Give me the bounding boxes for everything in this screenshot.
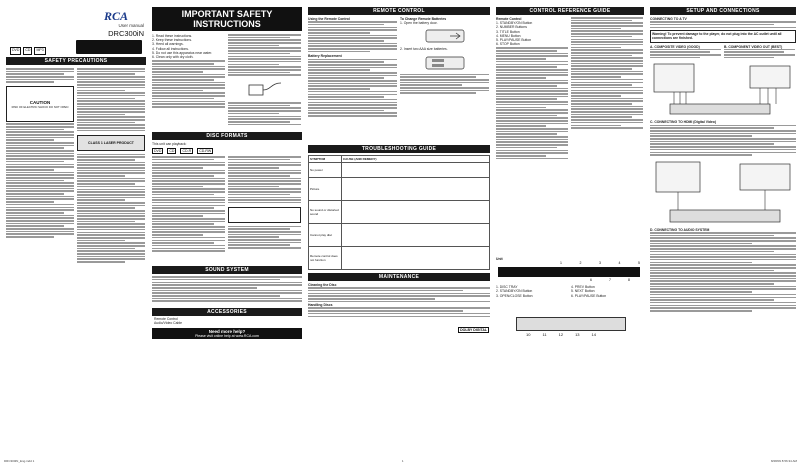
remote-control-title: Remote Control — [496, 17, 522, 21]
remote-item: 6. STOP Button — [496, 42, 520, 47]
tv-connection-diagram — [650, 60, 796, 120]
battery-title: To Change Remote Batteries — [400, 17, 447, 21]
control-reference-header: CONTROL REFERENCE GUIDE — [496, 7, 644, 15]
unit-callout: 6 — [590, 278, 592, 283]
logo-cd: CD — [23, 47, 32, 55]
unit-callout: 2 — [579, 261, 582, 266]
unit-callout: 4 — [618, 261, 621, 266]
unit-callout: 5 — [638, 261, 640, 266]
rear-callouts — [526, 332, 596, 336]
conn-b-title: B. COMPONENT VIDEO OUT (BEST) — [724, 44, 783, 49]
unit-rear-diagram — [496, 315, 644, 347]
unit-front-panel — [498, 267, 640, 277]
notes-box — [228, 207, 301, 223]
safety-header: SAFETY PRECAUTIONS — [6, 57, 146, 65]
manual-label: User manual — [118, 23, 144, 28]
setup-warning: Warning! To prevent damage to the player, do not plug into the AC outlet until all connections are finished. — [652, 32, 782, 41]
unit-item: 5. NEXT Button — [571, 289, 595, 294]
disc-formats-body — [152, 156, 302, 266]
logo-dvd: DVD — [10, 47, 21, 55]
symptom-cell: No power — [309, 163, 342, 178]
disc-formats-logos — [152, 148, 302, 154]
table-row — [309, 178, 490, 201]
disc-logo-cd: CD — [169, 149, 175, 154]
unit-item: 1. DISC TRAY — [496, 285, 518, 290]
remote-battery-block — [400, 17, 489, 145]
remote-item: 1. STANDBY/ON Button — [496, 21, 533, 26]
unit-callouts-bottom — [590, 278, 630, 282]
hdmi-connection-diagram — [650, 158, 796, 228]
unit-callout: 3 — [599, 261, 601, 266]
control-reference-body — [496, 17, 644, 257]
help-line-1: Need more help? — [208, 328, 246, 334]
disc-formats-text-right — [228, 156, 301, 266]
conn-a-title: A. COMPOSITE VIDEO (GOOD) — [650, 44, 700, 49]
unit-items-right — [571, 285, 643, 315]
print-footer — [4, 457, 797, 464]
brand-logo: RCA — [104, 9, 129, 23]
troubleshooting-head-row — [309, 156, 490, 163]
important-title: IMPORTANT SAFETY — [181, 9, 273, 19]
unit-item: 4. PREV Button — [571, 285, 595, 290]
conn-b-block — [724, 45, 795, 59]
remote-item: 2. NUMBER Buttons — [496, 25, 527, 30]
rear-callout: 12 — [558, 332, 564, 338]
accessory-item-cable: Audio/Video Cable — [154, 321, 183, 326]
table-row — [309, 201, 490, 224]
column-instructions — [152, 7, 302, 454]
remote-item: 5. PLAY/PAUSE Button — [496, 38, 532, 43]
battery-step-2: 2. Insert two AAA size batteries. — [400, 47, 448, 52]
unit-items-block — [496, 285, 644, 315]
symptom-cell: Cannot play disc — [309, 224, 342, 247]
caution-box — [6, 86, 74, 122]
unit-item: 3. OPEN/CLOSE Button — [496, 293, 533, 298]
help-banner — [152, 328, 302, 339]
important-list — [152, 34, 225, 132]
column-remote — [308, 7, 490, 454]
cover-block — [6, 7, 146, 57]
remote-items-right — [571, 17, 643, 129]
col-symptom: SYMPTOM — [309, 156, 342, 163]
footer-page: 1 — [401, 458, 404, 463]
disc-formats-intro: This unit can playback: — [152, 142, 187, 146]
rear-callout: 14 — [591, 332, 596, 338]
disc-logo-dvd: DVD — [154, 149, 162, 154]
column-safety — [6, 7, 146, 454]
setup-intro — [650, 21, 796, 28]
cleaning-title: Cleaning the Disc — [308, 283, 337, 287]
important-banner — [152, 7, 302, 31]
maintenance-header: MAINTENANCE — [308, 273, 490, 281]
important-item-3: 3. Heed all warnings. — [152, 42, 184, 47]
accessory-item-remote: Remote Control — [154, 317, 178, 322]
column-setup — [650, 7, 796, 454]
column-control-ref — [496, 7, 644, 454]
important-subtitle: INSTRUCTIONS — [193, 19, 261, 29]
power-plug-illustration — [228, 79, 301, 99]
help-line-2: Please visit online help at www.RCA.com — [195, 333, 259, 338]
accessories-header: ACCESSORIES — [152, 308, 302, 316]
table-row — [309, 247, 490, 270]
remote-using-title: Using the Remote Control — [308, 17, 350, 21]
unit-rear-panel — [516, 317, 626, 331]
format-logos — [10, 47, 70, 55]
col-cause: CAUSE (AND REMEDY) — [342, 156, 490, 163]
unit-callout: 1 — [560, 261, 562, 266]
unit-callouts-top — [560, 261, 640, 265]
battery-door-illustration — [400, 25, 489, 47]
dolby-logo — [308, 318, 490, 336]
unit-callout: 7 — [609, 278, 611, 283]
caution-sub: RISK OF ELECTRIC SHOCK DO NOT OPEN — [11, 104, 69, 109]
setup-row-1 — [650, 45, 796, 59]
remote-control-body — [308, 17, 490, 145]
important-body — [152, 34, 302, 132]
important-text-right — [228, 34, 301, 132]
disc-formats-header: DISC FORMATS — [152, 132, 302, 140]
remote-using-block — [308, 17, 397, 145]
remote-control-header: REMOTE CONTROL — [308, 7, 490, 15]
unit-callout: 8 — [628, 278, 630, 283]
symptom-cell: No sound or distorted sound — [309, 201, 342, 224]
footer-file: DRC300iN_Eng.indd 1 — [4, 458, 35, 463]
rear-callout: 10 — [526, 332, 531, 338]
safety-text-left — [6, 68, 74, 263]
rear-callout: 13 — [575, 332, 580, 338]
maintenance-body — [308, 287, 490, 302]
table-row — [309, 224, 490, 247]
symptom-cell: Remote control does not function — [309, 247, 342, 270]
disc-logo-cdrw: CD-RW — [199, 149, 212, 154]
logo-mp3: MP3 — [34, 47, 45, 55]
accessories-list — [152, 316, 302, 326]
remote-items — [496, 17, 568, 257]
important-item-2: 2. Keep these instructions. — [152, 38, 192, 43]
conn-a-block — [650, 45, 721, 59]
battery-insert-illustration — [400, 52, 489, 74]
unit-front-diagram — [496, 261, 644, 285]
disc-logo-cdr: CD-R — [182, 149, 192, 154]
laser-label: CLASS 1 LASER PRODUCT — [88, 140, 134, 145]
remote-item: 3. TITLE Button — [496, 29, 520, 34]
unit-item: 2. STANDBY/ON Button — [496, 289, 533, 294]
important-item-1: 1. Read these instructions. — [152, 34, 193, 38]
conn-d-title: D. CONNECTING TO AUDIO SYSTEM — [650, 227, 710, 232]
unit-title: Unit — [496, 257, 503, 261]
safety-text-right — [77, 68, 145, 263]
table-row — [309, 163, 490, 178]
remote-illustration-area — [571, 17, 643, 257]
laser-label-box — [77, 135, 145, 151]
footer-date: 8/28/09 8:56:34 AM — [770, 458, 797, 463]
symptom-cell: Picture — [309, 178, 342, 201]
dolby-logo-text: DOLBY DIGITAL — [460, 328, 487, 333]
safety-body — [6, 68, 146, 263]
setup-warning-box — [650, 30, 796, 42]
conn-c-title: C. CONNECTING TO HDMI (Digital Video) — [650, 120, 716, 125]
setup-header: SETUP AND CONNECTIONS — [650, 7, 796, 15]
conn-d-body — [650, 232, 796, 312]
unit-item: 6. PLAY/PAUSE Button — [571, 293, 607, 298]
caution-label: CAUTION — [29, 99, 51, 105]
important-item-6: 6. Clean only with dry cloth. — [152, 55, 194, 60]
sound-system-header: SOUND SYSTEM — [152, 266, 302, 274]
troubleshooting-table — [308, 155, 490, 270]
disc-formats-text-left — [152, 156, 225, 266]
conn-c-body — [650, 125, 796, 156]
battery-replacement-title: Battery Replacement — [308, 54, 342, 59]
sound-system-body — [152, 276, 302, 306]
battery-step-1: 1. Open the battery door. — [400, 21, 438, 26]
product-image — [76, 40, 142, 54]
unit-items-left — [496, 285, 568, 315]
model-number: DRC300iN — [108, 29, 144, 38]
remote-item: 4. MENU Button — [496, 33, 521, 38]
rear-callout: 11 — [542, 332, 547, 338]
important-item-5: 5. Do not use this apparatus near water. — [152, 50, 213, 55]
handling-title: Handling Discs — [308, 303, 333, 308]
connect-title: CONNECTING TO A TV — [650, 17, 687, 21]
important-item-4: 4. Follow all instructions. — [152, 46, 189, 51]
troubleshooting-header: TROUBLESHOOTING GUIDE — [308, 145, 490, 153]
